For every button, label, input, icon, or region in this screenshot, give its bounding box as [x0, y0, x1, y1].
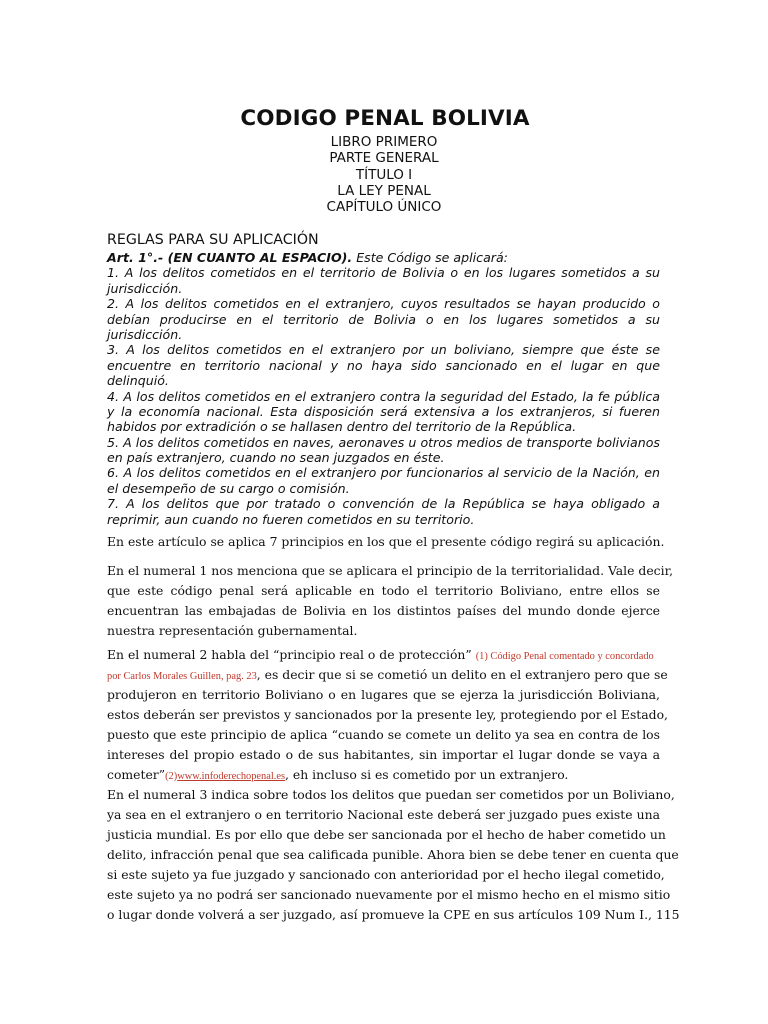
footnote-link[interactable]: www.infoderechopenal.es	[177, 771, 285, 782]
footnote-reference-1-cont: por Carlos Morales Guillen, pag. 23	[107, 671, 257, 682]
article-label: Art. 1°.- (EN CUANTO AL ESPACIO).	[107, 250, 353, 265]
subheading-line: LIBRO PRIMERO	[330, 134, 438, 150]
article-line: el desempeño de su cargo o comisión.	[107, 480, 350, 496]
paragraph-line: En el numeral 3 indica sobre todos los delitos que puedan ser cometidos por un Boliviano,	[107, 787, 675, 802]
article-line: 3. A los delitos cometidos en el extranjero por un boliviano, siempre que éste se	[107, 342, 660, 358]
paragraph-line: nuestra representación gubernamental.	[107, 623, 358, 638]
document-title: CODIGO PENAL BOLIVIA	[240, 106, 530, 131]
section-heading: REGLAS PARA SU APLICACIÓN	[107, 232, 319, 248]
article-line: delinquió.	[107, 373, 169, 389]
paragraph-line: encuentran las embajadas de Bolivia en los distintos países del mundo donde ejerce	[107, 603, 660, 618]
paragraph-line: En el numeral 1 nos menciona que se aplicara el principio de la territorialidad. Vale decir,	[107, 563, 674, 578]
commentary-paragraph-4	[107, 785, 680, 925]
commentary-paragraph-2	[107, 561, 674, 641]
subheading-line: LA LEY PENAL	[337, 182, 431, 199]
footnote-reference-2: (2)	[165, 771, 178, 782]
article-line: 2. A los delitos cometidos en el extranjero, cuyos resultados se hayan producido o	[107, 296, 660, 312]
paragraph-line: delito, infracción penal que sea calificada punible. Ahora bien se debe tener en cuenta que	[107, 847, 679, 862]
article-line: 4. A los delitos cometidos en el extranjero contra la seguridad del Estado, la fe pública	[107, 388, 660, 404]
article-line: 7. A los delitos que por tratado o convención de la República se haya obligado a	[107, 496, 660, 512]
article-line: habidos por extradición o se hallasen dentro del territorio de la República.	[107, 419, 577, 435]
article-line: debían producirse en el territorio de Bolivia o en los lugares sometidos a su	[107, 311, 660, 327]
paragraph-text: , eh incluso si es cometido por un extranjero.	[285, 767, 569, 782]
article-line: y la economía nacional. Esta disposición será extensiva a los extranjeros, si fueren	[107, 403, 660, 419]
paragraph-line: o lugar donde volverá a ser juzgado, así promueve la CPE en sus artículos 109 Num I., 115	[107, 907, 680, 922]
paragraph-line: justicia mundial. Es por ello que debe ser sancionada por el hecho de haber cometido un	[107, 827, 666, 842]
paragraph-line: produjeron en territorio Boliviano o en lugares que se ejerza la jurisdicción Boliviana,	[107, 687, 660, 702]
document-subheading	[0, 134, 768, 215]
article-intro: Este Código se aplicará:	[356, 250, 508, 265]
paragraph-line	[107, 765, 660, 785]
article-line: 5. A los delitos cometidos en naves, aeronaves u otros medios de transporte bolivianos	[107, 434, 660, 450]
commentary-paragraph-3	[107, 645, 668, 785]
paragraph-text: En el numeral 2 habla del “principio real o de protección”	[107, 647, 472, 662]
paragraph-line	[107, 645, 660, 665]
article-line: jurisdicción.	[107, 326, 183, 342]
paragraph-line: este sujeto ya no podrá ser sancionado nuevamente por el mismo hecho en el mismo sitio	[107, 887, 671, 902]
paragraph-line: estos deberán ser previstos y sancionados por la presente ley, protegiendo por el Estado,	[107, 707, 668, 722]
paragraph-line: intereses del propio estado o de sus habitantes, sin importar el lugar donde se vaya a	[107, 747, 660, 762]
commentary-paragraph-1	[107, 532, 665, 552]
article-line	[107, 250, 660, 265]
subheading-line: CAPÍTULO ÚNICO	[326, 199, 442, 216]
article-text	[107, 250, 660, 527]
article-line: encuentre en territorio nacional y no haya sido sancionado en el lugar en que	[107, 357, 660, 373]
footnote-reference-1: (1) Código Penal comentado y concordado	[475, 651, 654, 662]
subheading-line: TÍTULO I	[355, 166, 413, 183]
paragraph-line: ya sea en el extranjero o en territorio Nacional este deberá ser juzgado pues existe una	[107, 807, 660, 822]
article-line: reprimir, aun cuando no fueren cometidos en su territorio.	[107, 511, 475, 527]
article-line: jurisdicción.	[107, 280, 183, 296]
subheading-line: PARTE GENERAL	[329, 150, 439, 167]
paragraph-line: que este código penal será aplicable en todo el territorio Boliviano, entre ellos se	[107, 583, 660, 598]
article-line: 1. A los delitos cometidos en el territorio de Bolivia o en los lugares sometidos a su	[107, 265, 660, 281]
paragraph-line	[107, 665, 668, 685]
paragraph-line: En este artículo se aplica 7 principios en los que el presente código regirá su aplicación.	[107, 534, 665, 549]
paragraph-line: si este sujeto ya fue juzgado y sancionado con anterioridad por el hecho ilegal cometido,	[107, 867, 665, 882]
article-line: 6. A los delitos cometidos en el extranjero por funcionarios al servicio de la Nación, en	[107, 465, 660, 481]
article-line: en país extranjero, cuando no sean juzgados en éste.	[107, 450, 445, 466]
paragraph-text: cometer”	[107, 767, 166, 782]
paragraph-line: puesto que este principio de aplica “cuando se comete un delito ya sea en contra de los	[107, 727, 660, 742]
paragraph-text: , es decir que si se cometió un delito en el extranjero pero que se	[256, 667, 668, 682]
